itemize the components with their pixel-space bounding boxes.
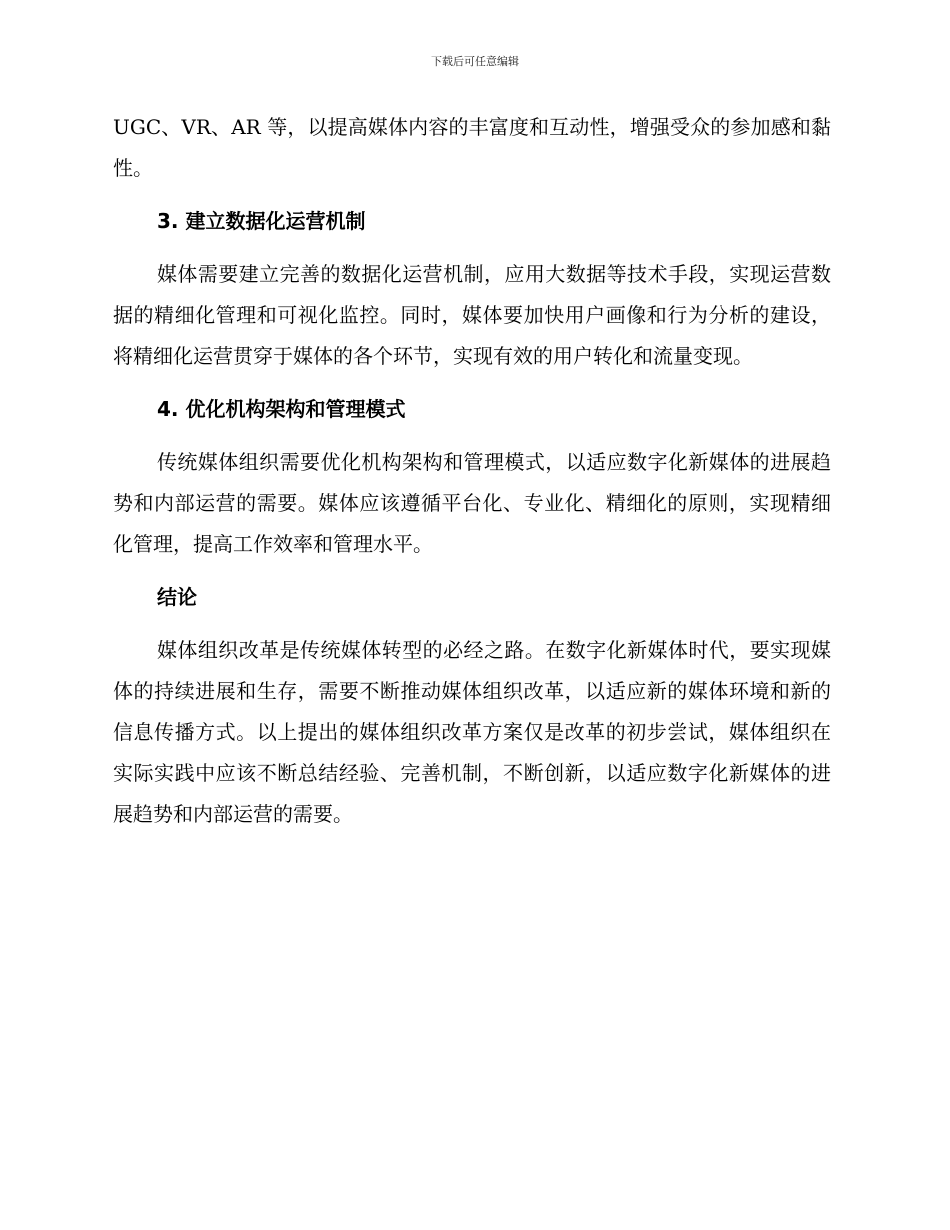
document-body [113,107,831,835]
conclusion-heading: 结论 [157,585,197,609]
paragraph-continuation: UGC、VR、AR 等，以提高媒体内容的丰富度和互动性，增强受众的参加感和黏性。 [113,115,831,180]
section-heading-3: 3. 建立数据化运营机制 [157,209,366,233]
section-heading-4: 4. 优化机构架构和管理模式 [157,397,406,421]
paragraph-organization-structure: 传统媒体组织需要优化机构架构和管理模式，以适应数字化新媒体的进展趋势和内部运营的需要。媒体应该遵循平台化、专业化、精细化的原则，实现精细化管理，提高工作效率和管理水平。 [113,450,831,556]
page-header: 下载后可任意编辑 [431,55,519,68]
paragraph-data-operations: 媒体需要建立完善的数据化运营机制，应用大数据等技术手段，实现运营数据的精细化管理和可视化监控。同时，媒体要加快用户画像和行为分析的建设，将精细化运营贯穿于媒体的各个环节，实现有效的用户转化和流量变现。 [113,262,831,368]
paragraph-conclusion: 媒体组织改革是传统媒体转型的必经之路。在数字化新媒体时代，要实现媒体的持续进展和生存，需要不断推动媒体组织改革，以适应新的媒体环境和新的信息传播方式。以上提出的媒体组织改革方案仅是改革的初步尝试，媒体组织在实际实践中应该不断总结经验、完善机制，不断创新，以适应数字化新媒体的进展趋势和内部运营的需要。 [113,638,831,826]
